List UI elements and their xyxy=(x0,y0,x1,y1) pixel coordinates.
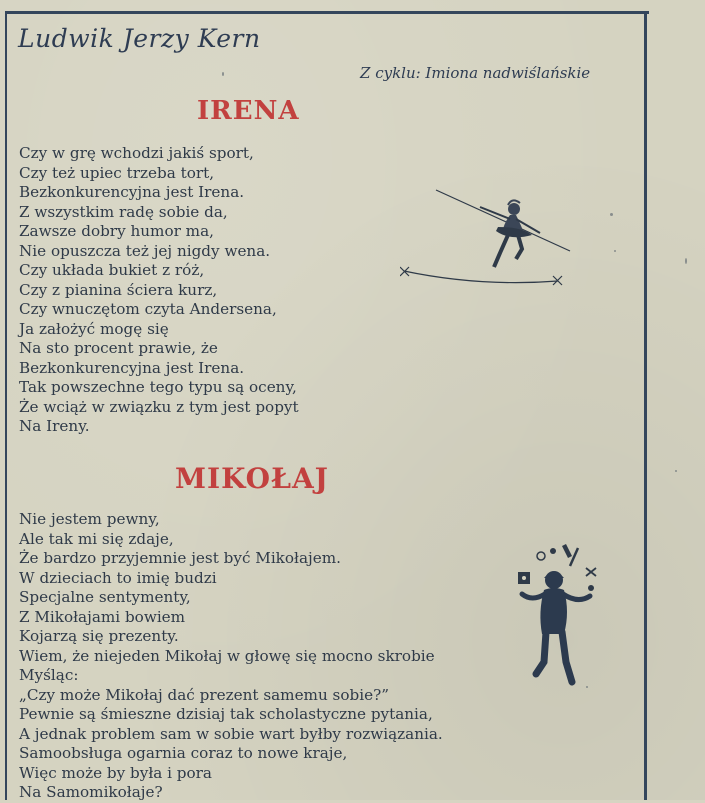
poem-line: Nie opuszcza też jej nigdy wena. xyxy=(19,241,271,260)
paper-speck xyxy=(614,250,616,252)
paper-speck xyxy=(685,258,687,264)
poem-line: Nie jestem pewny, xyxy=(19,510,160,528)
poem-line: Czy w grę wchodzi jakiś sport, xyxy=(19,144,254,162)
poem-line: Ja założyć mogę się xyxy=(19,319,169,338)
poem-line: Samoobsługa ogarnia coraz to nowe kraje, xyxy=(19,744,348,762)
cycle-subtitle: Z cyklu: Imiona nadwiślańskie xyxy=(360,64,591,82)
poem-line: Zawsze dobry humor ma, xyxy=(19,222,214,240)
frame-top-rule xyxy=(6,11,649,14)
poem-title-irena: IRENA xyxy=(197,96,300,126)
poem-line: „Czy może Mikołaj dać prezent samemu sobie?” xyxy=(19,685,389,704)
poem-line: Czy też upiec trzeba tort, xyxy=(19,163,215,182)
paper-speck xyxy=(222,72,224,76)
paper-speck xyxy=(675,470,677,472)
poem-line: Bezkonkurencyjna jest Irena. xyxy=(19,183,245,201)
tightrope-walker-illustration xyxy=(400,183,580,298)
poem-line: Czy z pianina ściera kurz, xyxy=(19,280,218,299)
frame-right-rule xyxy=(644,11,647,800)
poem-line: A jednak problem sam w sobie wart byłby rozwiązania. xyxy=(19,724,443,743)
poem-line: Specjalne sentymenty, xyxy=(19,588,191,606)
poem-line: Więc może by była i pora xyxy=(19,763,212,782)
poem-line: Myśląc: xyxy=(19,666,79,684)
poem-line: Ale tak mi się zdaje, xyxy=(19,529,174,548)
poem-line: Że wciąż w związku z tym jest popyt xyxy=(19,397,299,416)
poem-line: Kojarzą się prezenty. xyxy=(19,627,179,645)
poem-mikolaj xyxy=(19,510,443,803)
poem-line: Że bardzo przyjemnie jest być Mikołajem. xyxy=(19,549,341,567)
poem-line: Z wszystkim radę sobie da, xyxy=(19,202,228,221)
poem-line: Na sto procent prawie, że xyxy=(19,339,218,357)
poem-line: Czy układa bukiet z róż, xyxy=(19,261,205,279)
juggler-illustration xyxy=(508,542,608,692)
frame-left-rule xyxy=(5,11,7,800)
poem-title-mikolaj: MIKOŁAJ xyxy=(175,462,329,495)
poem-line: Bezkonkurencyjna jest Irena. xyxy=(19,358,245,377)
poem-irena xyxy=(19,144,299,437)
poem-line: Czy wnuczętom czyta Andersena, xyxy=(19,300,277,318)
poem-line: Z Mikołajami bowiem xyxy=(19,607,186,626)
poem-line: Pewnie są śmieszne dzisiaj tak scholastyczne pytania, xyxy=(19,705,433,723)
author-name: Ludwik Jerzy Kern xyxy=(18,24,261,53)
poem-line: Na Samomikołaje? xyxy=(19,783,163,801)
paper-speck xyxy=(610,213,613,216)
poem-line: Wiem, że niejeden Mikołaj w głowę się mocno skrobie xyxy=(19,646,435,665)
paper-speck xyxy=(586,686,588,688)
poem-line: W dzieciach to imię budzi xyxy=(19,568,217,587)
poem-line: Tak powszechne tego typu są oceny, xyxy=(19,378,297,396)
poem-line: Na Ireny. xyxy=(19,417,90,435)
